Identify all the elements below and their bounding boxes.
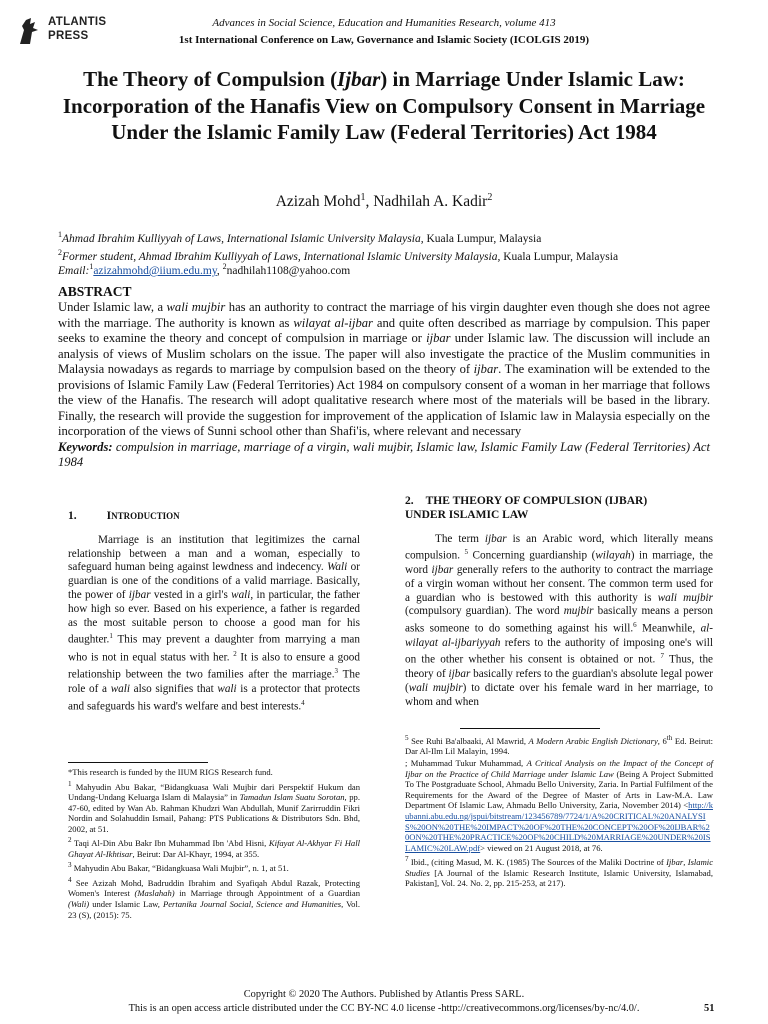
author-name: Azizah Mohd xyxy=(275,193,361,211)
footnote-funding: *This research is funded by the IIUM RIGS Research fund. xyxy=(68,767,273,777)
copyright-notice: Copyright © 2020 The Authors. Published by Atlantis Press SARL. xyxy=(243,989,525,1000)
introduction-paragraph: Marriage is an institution that legitimizes the carnal relationship between a man and a woman, especially to safeguard human being against lewdness and indecency. Wali or guardian is one of the conditions of a valid marriage. Basically, the power of ijbar vested in a girl's wali, in particular, the father how high so ever. Based on his experience, a father is regarded as the most suitable person to choose a good man for his daughter.$^1$ This may prevent a daughter from marrying a man who is not in equal status with her. $^2$ It is also to ensure a good relationship between the two families after the marriage.$^3$ The role of a wali also signifies that wali is a protector that protects and safeguards his ward's welfare and best interests.$^4$ xyxy=(68,533,360,713)
footnote-7: $^7$ Ibid., (citing Masud, M. K. (1985) The Sources of the Maliki Doctrine of Ijbar, Islamic Studies [A Journal of the Islamic Research Institute, Islamic University, Islamabad, Pakistan], Vol. 24. No. 2, pp. 215-253, at 217). xyxy=(405,855,714,889)
affiliation-1: $^1$Ahmad Ibrahim Kulliyyah of Laws, International Islamic University Malaysia, Kuala Lumpur, Malaysia xyxy=(58,230,542,245)
footnotes-right xyxy=(405,733,713,890)
footnote-2: $^2$ Taqi Al-Din Abu Bakr Ibn Muhammad Ibn 'Abd Hisni, Kifayat Al-Akhyar Fi Hall Ghayat Al-Ikhtisar, Beirut: Dar Al-Khayr, 1994, at 355. xyxy=(68,836,360,859)
footnote-5: $^5$ See Ruhi Ba'albaaki, Al Mawrid, A Modern Arabic English Dictionary, 6th Ed. Beirut: Dar Al-Ilm Lil Malayin, 1994. xyxy=(405,734,714,757)
section-heading-introduction: 1. INTRODUCTION xyxy=(68,510,180,522)
footnote-1: $^1$ Mahyudin Abu Bakar, “Bidangkuasa Wali Mujbir dari Perspektif Hukum dan Undang-Undang Keluarga Islam di Malaysia” in Tamadun Islam Suatu Sorotan, pp. 47-60, edited by Wan Ab. Rahman Khudzri Wan Abdullah, Munif Zarirruddin Fikri Nordin and Solahuddin Ismail, Pahang: PTS Publications & Distributors Sdn. Bhd, 2002, at 51. xyxy=(68,779,360,834)
section-heading-theory: 2. THE THEORY OF COMPULSION (IJBAR) UNDER ISLAMIC LAW xyxy=(405,495,648,521)
reference-link[interactable]: http://kubanni.abu.edu.ng/jspui/bitstream/123456789/7724/1/A%20CRITICAL%20ANALYSIS%20ON%20THE%20IMPACT%20OF%20THE%20CONCEPT%20OF%20IJBAR%20ON%20THE%20PRACTICE%20OF%20CHILD%20MARRIAGE%20UNDER%20ISLAMIC%20LAW.pdf xyxy=(405,800,713,853)
footnote-6: ; Muhammad Tukur Muhammad, A Critical Analysis on the Impact of the Concept of Ijbar on the Practice of Child Marriage under Islamic Law (Being A Project Submitted To The Postgraduate School, Ahmadu Bello University, Zaria. In Partial Fulfilment of the Requirements for the Award of the Degree of Master of Arts in Law-M.A. Law Department Of Islamic Law, Ahmadu Bello University, Zaria, November 2014) <http://kubanni.abu.edu.ng/jspui/bitstream/123456789/7724/1/A%20CRITICAL%20ANALYSIS%20ON%20THE%20IMPACT%20OF%20THE%20CONCEPT%20OF%20IJBAR%20ON%20THE%20PRACTICE%20OF%20CHILD%20MARRIAGE%20UNDER%20ISLAMIC%20LAW.pdf> viewed on 21 August 2018, at 76. xyxy=(405,758,713,853)
conference-header: 1st International Conference on Law, Governance and Islamic Society (ICOLGIS 2019) xyxy=(178,34,590,46)
footnote-3: $^3$ Mahyudin Abu Bakar, “Bidangkuasa Wali Mujbir”, n. 1, at 51. xyxy=(68,861,289,874)
email-link[interactable]: azizahmohd@iium.edu.my xyxy=(93,264,217,277)
author-name: Nadhilah A. Kadir xyxy=(373,193,488,211)
footnotes-left xyxy=(68,767,360,921)
logo-text-line2: PRESS xyxy=(48,30,89,42)
keywords: Keywords: compulsion in marriage, marriage of a virgin, wali mujbir, Islamic law, Islamic Family Law (Federal Territories) Act 1984 xyxy=(58,439,710,469)
abstract-text: Under Islamic law, a wali mujbir has an authority to contract the marriage of his virgin daughter even though she does not agree with the marriage. The authority is known as wilayat al-ijbar and quite often described as marriage by compulsion. This paper seeks to examine the theory and concept of compulsion in marriage or ijbar under Islamic law. The discussion will include an analysis of views of Muslim scholars on the issue. The paper will also investigate the practice of the Muslim communities in Malaysia nowadays as regards to marriage by compulsion based on the theory of ijbar. The examination will be extended to the provisions of Islamic Family Law (Federal Territories) Act 1984 on compulsory consent of a woman in her marriage that follows the view of the Hanafis. The research will adopt qualitative research where most of the materials will be based in the library. Finally, the research will provide the suggestion for improvement of the application of Islamic law in Malaysia especially on the incorporation of the views of Sunni school other than Shafi'is, where relevant and necessary Keywords: compulsion in marriage, marriage of a virgin, wali mujbir, Islamic law, Islamic Family Law (Federal Territories) Act 1984 xyxy=(58,300,711,469)
footnote-divider xyxy=(460,728,600,729)
abstract-heading: ABSTRACT xyxy=(58,284,132,299)
theory-paragraph: The term ijbar is an Arabic word, which literally means compulsion. $^5$ Concerning guardianship (wilayah) in marriage, the word ijbar generally refers to the authority to contract the marriage of a virgin woman without her consent. The common term used for a guardian who is bestowed with this authority is wali mujbir (compulsory guardian). The word mujbir basically means a person asks someone to do something against his will.$^6$ Meanwhile, al-wilayat al-ijbariyyah refers to the authority of imposing one's will on the other whether his consent is obtained or not. $^7$ Thus, the theory of ijbar basically refers to the guardian's absolute legal power (wali mujbir) to dictate over his female ward in her marriage, to whom and when xyxy=(405,532,714,708)
affiliation-2: $^2$Former student, Ahmad Ibrahim Kulliyyah of Laws, International Islamic University Malaysia, Kuala Lumpur, Malaysia xyxy=(58,248,619,263)
license-notice: This is an open access article distributed under the CC BY-NC 4.0 license -http://creativecommons.org/licenses/by-nc/4.0/. xyxy=(128,1003,640,1014)
right-column xyxy=(405,495,713,709)
journal-header: Advances in Social Science, Education and Humanities Research, volume 413 xyxy=(212,17,556,29)
left-column xyxy=(68,510,360,714)
footnote-divider xyxy=(68,762,208,763)
email-line: Email:$^1$azizahmohd@iium.edu.my, $^2$nadhilah1108@yahoo.com xyxy=(58,262,351,277)
paper-title: The Theory of Compulsion (Ijbar) in Marriage Under Islamic Law: Incorporation of the Hanafis View on Compulsory Consent in Marriage Under the Islamic Family Law (Federal Territories) Act 1984 xyxy=(62,67,706,144)
author-list: Azizah Mohd$^1$, Nadhilah A. Kadir$^2$ xyxy=(275,192,493,211)
footnote-4: $^4$ See Azizah Mohd, Badruddin Ibrahim and Syafiqah Abdul Razak, Protecting Women's Interest (Maslahah) in Marriage through Appointment of a Guardian (Wali) under Islamic Law, Pertanika Journal Social, Science and Humanities, Vol. 23 (S), (2015): 75. xyxy=(68,875,361,920)
page-number: 51 xyxy=(704,1003,715,1014)
logo-text-line1: ATLANTIS xyxy=(48,16,107,28)
